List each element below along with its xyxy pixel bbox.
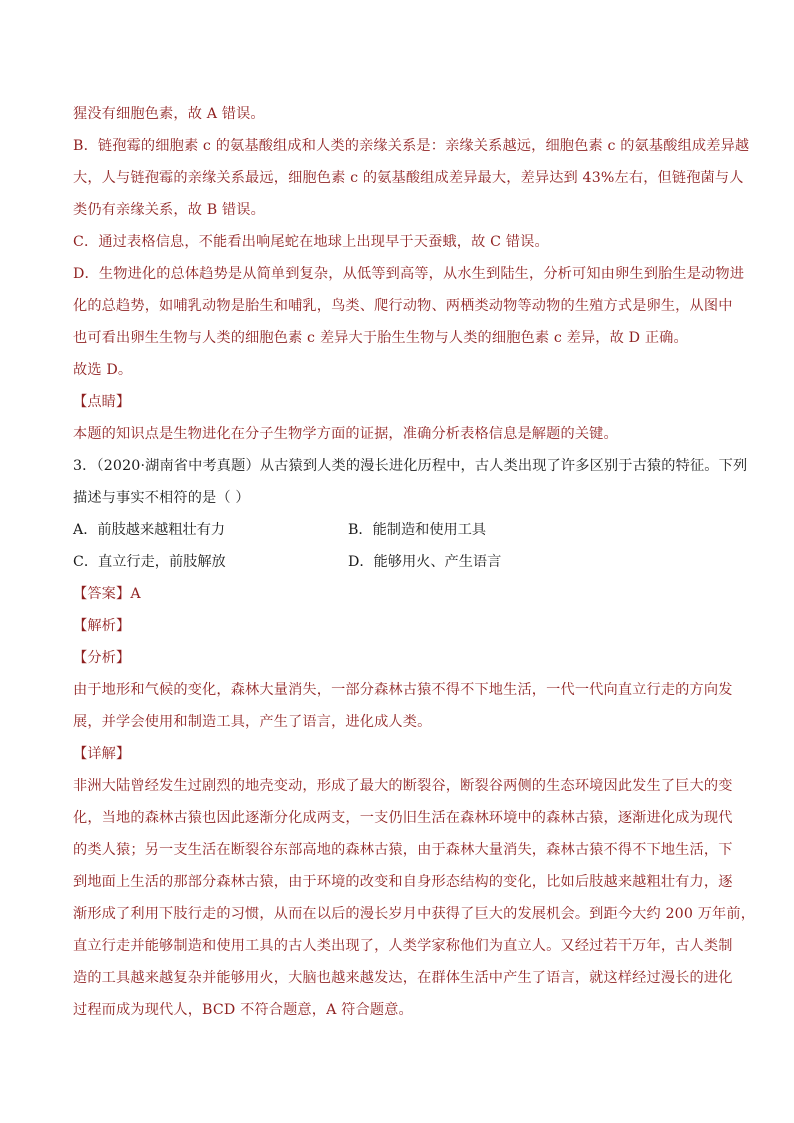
detail-line: 的类人猿；另一支生活在断裂谷东部高地的森林古猿，由于森林大量消失，森林古猿不得不下地生活，下 <box>73 842 733 858</box>
explanation-line: 化的总趋势，如哺乳动物是胎生和哺乳，鸟类、爬行动物、两栖类动物等动物的生殖方式是卵生，从图中 <box>73 298 733 314</box>
fenxi-header: 【分析】 <box>73 650 131 666</box>
detail-line: 到地面上生活的那部分森林古猿，由于环境的改变和自身形态结构的变化，比如后肢越来越粗壮有力，逐 <box>73 874 733 890</box>
option-c: C．直立行走，前肢解放 <box>73 554 226 570</box>
option-b: B．能制造和使用工具 <box>348 522 487 538</box>
detail-line: 直立行走并能够制造和使用工具的古人类出现了，人类学家称他们为直立人。又经过若干万年，古人类制 <box>73 938 733 954</box>
explanation-line: 类仍有亲缘关系，故 B 错误。 <box>73 202 265 218</box>
question-stem-line: 3．（2020·湖南省中考真题）从古猿到人类的漫长进化历程中，古人类出现了许多区别于古猿的特征。下列 <box>73 458 748 474</box>
point-text: 本题的知识点是生物进化在分子生物学方面的证据，准确分析表格信息是解题的关键。 <box>73 426 618 442</box>
detail-line: 渐形成了利用下肢行走的习惯，从而在以后的漫长岁月中获得了巨大的发展机会。到距今大约 200 万年前， <box>73 906 756 922</box>
detail-line: 过程而成为现代人，BCD 不符合题意，A 符合题意。 <box>73 1002 413 1018</box>
question-stem-line: 描述与事实不相符的是（ ） <box>73 490 250 506</box>
page-content <box>73 98 756 1026</box>
explanation-line: B．链孢霉的细胞素 c 的氨基酸组成和人类的亲缘关系是：亲缘关系越远，细胞色素 c 的氨基酸组成差异越 <box>73 138 750 154</box>
fenxi-line: 由于地形和气候的变化，森林大量消失，一部分森林古猿不得不下地生活，一代一代向直立行走的方向发 <box>73 682 733 698</box>
explanation-line: 也可看出卵生生物与人类的细胞色素 c 差异大于胎生生物与人类的细胞色素 c 差异，故 D 正确。 <box>73 330 688 346</box>
options-row <box>73 514 723 546</box>
option-d: D．能够用火、产生语言 <box>348 554 502 570</box>
explanation-line: C．通过表格信息，不能看出响尾蛇在地球上出现早于天蚕蛾，故 C 错误。 <box>73 234 549 250</box>
explanation-line: 大，人与链孢霉的亲缘关系最远，细胞色素 c 的氨基酸组成差异最大，差异达到 43%左右，但链孢菌与人 <box>73 170 744 186</box>
detail-line: 造的工具越来越复杂并能够用火，大脑也越来越发达，在群体生活中产生了语言，就这样经过漫长的进化 <box>73 970 733 986</box>
detail-line: 化，当地的森林古猿也因此逐渐分化成两支，一支仍旧生活在森林环境中的森林古猿，逐渐进化成为现代 <box>73 810 733 826</box>
fenxi-line: 展，并学会使用和制造工具，产生了语言，进化成人类。 <box>73 714 432 730</box>
detail-line: 非洲大陆曾经发生过剧烈的地壳变动，形成了最大的断裂谷，断裂谷两侧的生态环境因此发生了巨大的变 <box>73 778 733 794</box>
option-a: A．前肢越来越粗壮有力 <box>73 522 226 538</box>
options-row <box>73 546 723 578</box>
analysis-header: 【解析】 <box>73 618 131 634</box>
explanation-line: 猩没有细胞色素，故 A 错误。 <box>73 106 265 122</box>
detail-header: 【详解】 <box>73 746 131 762</box>
explanation-line: 故选 D。 <box>73 362 133 378</box>
point-header: 【点睛】 <box>73 394 131 410</box>
explanation-line: D．生物进化的总体趋势是从简单到复杂，从低等到高等，从水生到陆生，分析可知由卵生到胎生是动物进 <box>73 266 745 282</box>
answer-line: 【答案】A <box>73 586 141 602</box>
